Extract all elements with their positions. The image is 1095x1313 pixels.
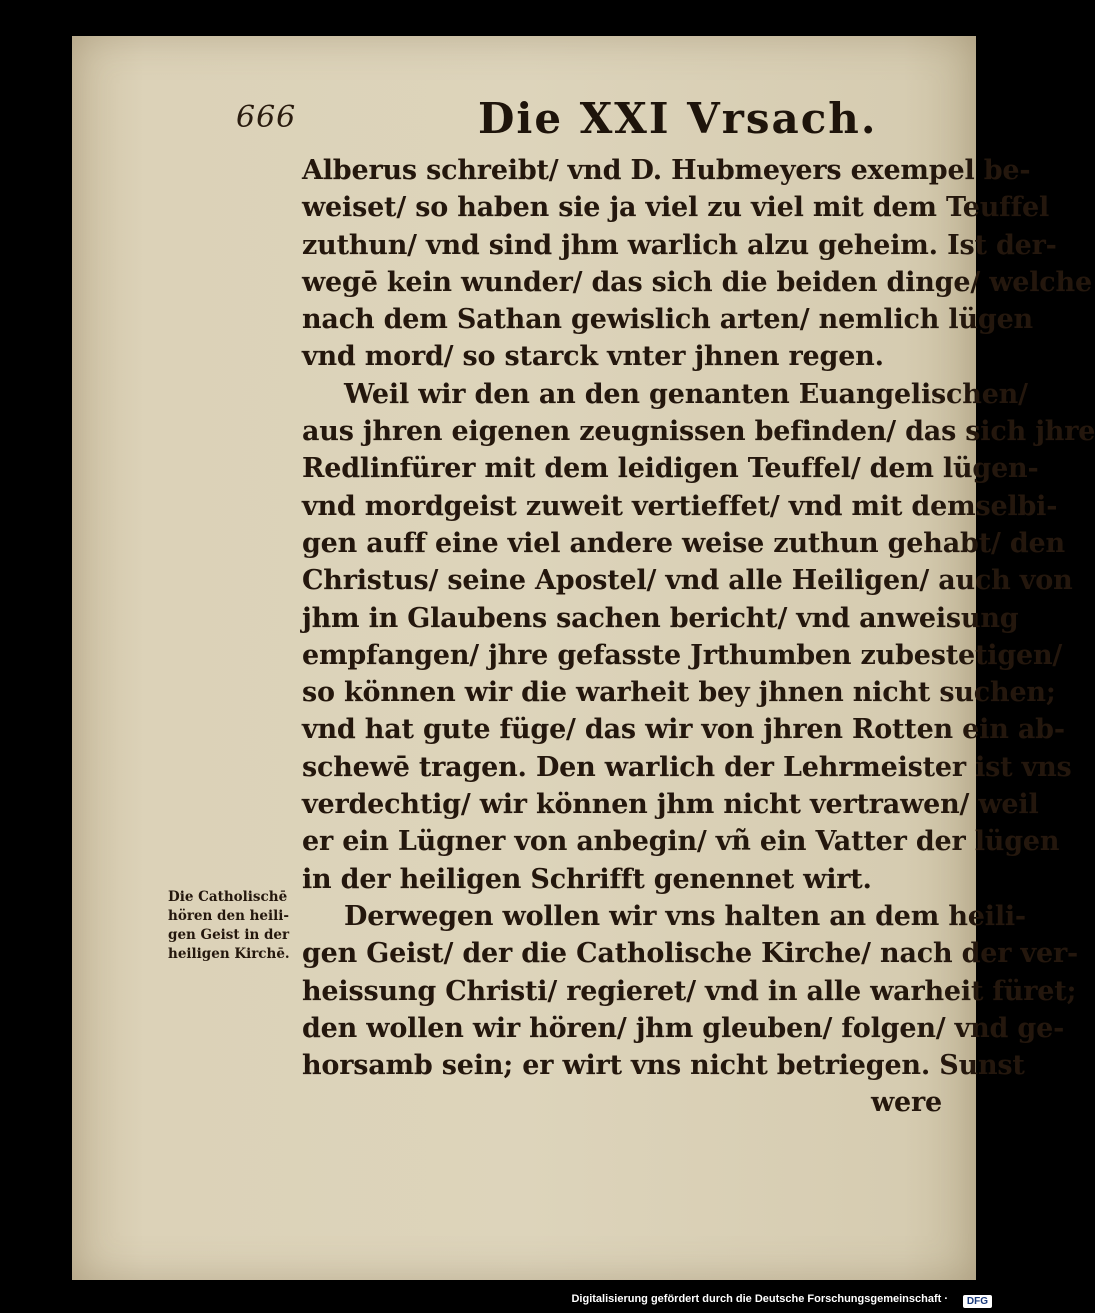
text-line: Derwegen wollen wir vns halten an dem heili-	[344, 900, 1026, 932]
text-line: vnd mordgeist zuweit vertieffet/ vnd mit demselbi-	[302, 490, 1058, 522]
text-line: jhm in Glaubens sachen bericht/ vnd anweisung	[302, 602, 1019, 634]
margin-note	[168, 888, 302, 964]
text-line: horsamb sein; er wirt vns nicht betriegen. Sunst	[302, 1050, 1025, 1082]
text-line: weiset/ so haben sie ja viel zu viel mit dem Teuffel	[302, 192, 1050, 224]
text-line: Redlinfürer mit dem leidigen Teuffel/ dem lügen-	[302, 453, 1039, 485]
text-line: in der heiligen Schrifft genennet wirt.	[302, 863, 872, 895]
text-line: verdechtig/ wir können jhm nicht vertrawen/ weil	[302, 789, 1039, 821]
margin-note-line: heiligen Kirchē.	[168, 946, 290, 962]
text-line: den wollen wir hören/ jhm gleuben/ folgen/ vnd ge-	[302, 1012, 1065, 1044]
text-line: nach dem Sathan gewislich arten/ nemlich lügen	[302, 304, 1033, 336]
text-line: wegē kein wunder/ das sich die beiden dinge/ welche	[302, 266, 1092, 298]
catchword: were	[870, 1087, 942, 1119]
running-head: Die XXI Vrsach.	[478, 94, 878, 143]
text-line: er ein Lügner von anbegin/ vñ ein Vatter der lügen	[302, 826, 1060, 858]
page-number: 666	[236, 100, 297, 135]
margin-note-line: Die Catholischē	[168, 889, 288, 905]
text-line: gen auff eine viel andere weise zuthun gehabt/ den	[302, 527, 1065, 559]
digitization-credit: Digitalisierung gefördert durch die Deutsche Forschungsgemeinschaft ·	[571, 1293, 948, 1305]
dfg-logo: DFG	[963, 1295, 992, 1308]
text-line: zuthun/ vnd sind jhm warlich alzu geheim. Ist der-	[302, 229, 1057, 261]
margin-note-line: gen Geist in der	[168, 927, 290, 943]
text-line: heissung Christi/ regieret/ vnd in alle warheit füret;	[302, 975, 1077, 1007]
margin-note-line: hören den heili-	[168, 908, 289, 924]
text-line: so können wir die warheit bey jhnen nicht suchen;	[302, 677, 1056, 709]
text-line: Alberus schreibt/ vnd D. Hubmeyers exempel be-	[302, 155, 1031, 186]
text-line: vnd hat gute füge/ das wir von jhren Rotten ein ab-	[302, 714, 1065, 746]
text-line: schewē tragen. Den warlich der Lehrmeister ist vns	[302, 751, 1072, 783]
text-line: vnd mord/ so starck vnter jhnen regen.	[302, 341, 884, 373]
text-line: Weil wir den an den genanten Euangelischen/	[344, 378, 1028, 410]
text-line: Christus/ seine Apostel/ vnd alle Heiligen/ auch von	[302, 565, 1073, 597]
text-line: aus jhren eigenen zeugnissen befinden/ das sich jhre	[302, 416, 1095, 448]
text-line: empfangen/ jhre gefasste Jrthumben zubestetigen/	[302, 639, 1063, 671]
main-text-block	[302, 152, 1095, 1122]
text-line: gen Geist/ der die Catholische Kirche/ nach der ver-	[302, 938, 1079, 970]
